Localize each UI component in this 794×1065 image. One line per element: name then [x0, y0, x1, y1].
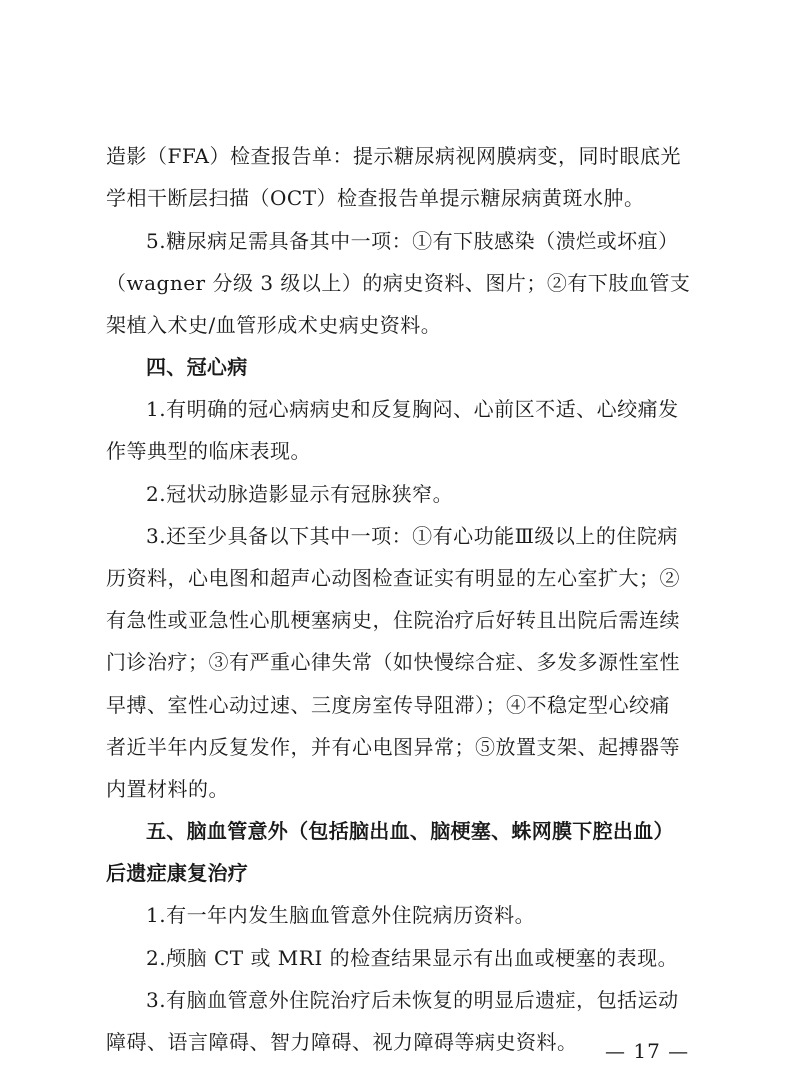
text-line: 1.有一年内发生脑血管意外住院病历资料。: [146, 903, 536, 927]
text-line: 障碍、语言障碍、智力障碍、视力障碍等病史资料。: [106, 1030, 578, 1054]
text-line: 门诊治疗；③有严重心律失常（如快慢综合症、多发多源性室性: [106, 650, 680, 674]
text-line: 3.还至少具备以下其中一项：①有心功能Ⅲ级以上的住院病: [146, 524, 678, 548]
text-line: （wagner 分级 3 级以上）的病史资料、图片；②有下肢血管支: [106, 271, 691, 295]
text-line: 学相干断层扫描（OCT）检查报告单提示糖尿病黄斑水肿。: [106, 186, 645, 210]
text-line: 架植入术史/血管形成术史病史资料。: [106, 313, 442, 337]
text-line: 历资料，心电图和超声心动图检查证实有明显的左心室扩大；②: [106, 566, 680, 590]
text-line: 2.冠状动脉造影显示有冠脉狭窄。: [146, 482, 454, 506]
text-line: 早搏、室性心动过速、三度房室传导阻滞）；④不稳定型心绞痛: [106, 693, 670, 717]
section-heading: 五、脑血管意外（包括脑出血、脑梗塞、蛛网膜下腔出血）: [146, 819, 674, 843]
text-line: 造影（FFA）检查报告单：提示糖尿病视网膜病变，同时眼底光: [106, 144, 681, 168]
text-line: 2.颅脑 CT 或 MRI 的检查结果显示有出血或梗塞的表现。: [146, 946, 679, 970]
text-line: 内置材料的。: [106, 777, 229, 801]
page-number: — 17 —: [605, 1039, 690, 1063]
section-heading: 后遗症康复治疗: [106, 861, 249, 885]
section-heading: 四、冠心病: [146, 355, 248, 379]
text-line: 5.糖尿病足需具备其中一项：①有下肢感染（溃烂或坏疽）: [146, 229, 679, 253]
text-line: 1.有明确的冠心病病史和反复胸闷、心前区不适、心绞痛发: [146, 397, 679, 421]
text-line: 有急性或亚急性心肌梗塞病史，住院治疗后好转且出院后需连续: [106, 608, 680, 632]
text-line: 3.有脑血管意外住院治疗后未恢复的明显后遗症，包括运动: [146, 988, 679, 1012]
text-line: 者近半年内反复发作，并有心电图异常；⑤放置支架、起搏器等: [106, 735, 680, 759]
text-line: 作等典型的临床表现。: [106, 439, 311, 463]
